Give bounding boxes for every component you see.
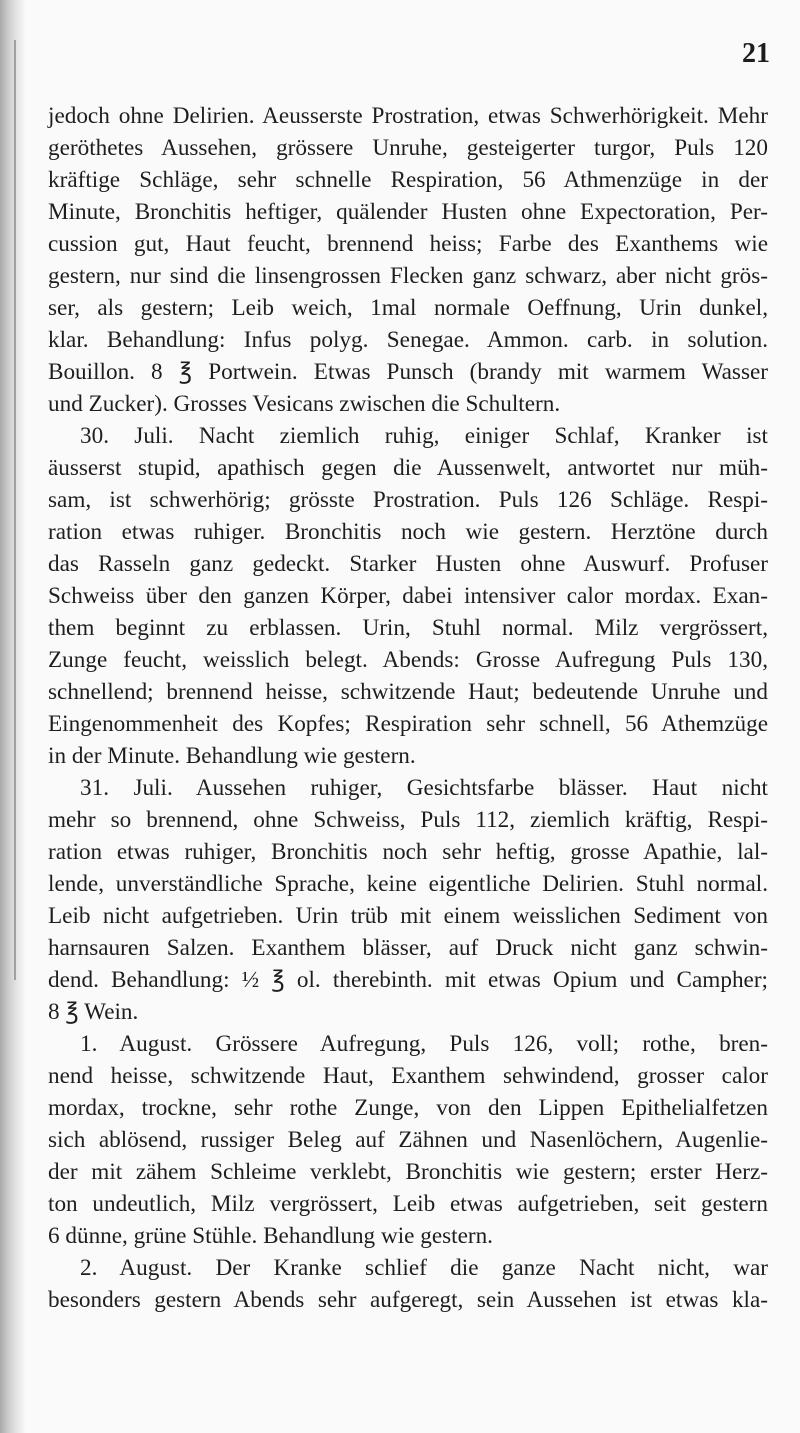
text-line: geröthetes Aussehen, grössere Unruhe, gesteigerter turgor, Puls 120 [48, 135, 768, 161]
text-line: mehr so brennend, ohne Schweiss, Puls 112, ziemlich kräftig, Respi- [48, 807, 768, 833]
page-number: 21 [742, 38, 770, 69]
text-line: kräftige Schläge, sehr schnelle Respiration, 56 Athmenzüge in der [48, 167, 768, 193]
text-line: 6 dünne, grüne Stühle. Behandlung wie gestern. [48, 1223, 493, 1249]
text-line: sich ablösend, russiger Beleg auf Zähnen und Nasenlöchern, Augenlie- [48, 1127, 768, 1153]
text-line: harnsauren Salzen. Exanthem blässer, auf Druck nicht ganz schwin- [48, 935, 768, 961]
text-line: them beginnt zu erblassen. Urin, Stuhl normal. Milz vergrössert, [48, 615, 768, 641]
text-line: schnellend; brennend heisse, schwitzende Haut; bedeutende Unruhe und [48, 679, 768, 705]
text-line: Schweiss über den ganzen Körper, dabei intensiver calor mordax. Exan- [48, 583, 768, 609]
page-binding-edge [14, 40, 16, 980]
text-line: Zunge feucht, weisslich belegt. Abends: Grosse Aufregung Puls 130, [48, 647, 768, 673]
text-line: 2. August. Der Kranke schlief die ganze Nacht nicht, war [80, 1255, 768, 1281]
text-line: äusserst stupid, apathisch gegen die Aussenwelt, antwortet nur müh- [48, 455, 768, 481]
text-line: klar. Behandlung: Infus polyg. Senegae. Ammon. carb. in solution. [48, 327, 768, 353]
text-line: 1. August. Grössere Aufregung, Puls 126, voll; rothe, bren- [80, 1031, 768, 1057]
text-line: cussion gut, Haut feucht, brennend heiss; Farbe des Exanthems wie [48, 231, 768, 257]
text-line: in der Minute. Behandlung wie gestern. [48, 743, 416, 769]
text-line: und Zucker). Grosses Vesicans zwischen die Schultern. [48, 391, 561, 417]
text-line: gestern, nur sind die linsengrossen Flecken ganz schwarz, aber nicht grös- [48, 263, 768, 289]
text-line: mordax, trockne, sehr rothe Zunge, von den Lippen Epithelialfetzen [48, 1095, 768, 1121]
text-line: ration etwas ruhiger. Bronchitis noch wie gestern. Herztöne durch [48, 519, 768, 545]
text-line: ser, als gestern; Leib weich, 1mal normale Oeffnung, Urin dunkel, [48, 295, 768, 321]
text-line: ration etwas ruhiger, Bronchitis noch sehr heftig, grosse Apathie, lal- [48, 839, 768, 865]
page-gutter-shadow [0, 0, 26, 1433]
text-line: der mit zähem Schleime verklebt, Bronchitis wie gestern; erster Herz- [48, 1159, 768, 1185]
text-line: dend. Behandlung: ½ ℥ ol. therebinth. mit etwas Opium und Campher; [48, 967, 768, 993]
text-line: 30. Juli. Nacht ziemlich ruhig, einiger Schlaf, Kranker ist [80, 423, 768, 449]
body-text [48, 100, 768, 1316]
text-line: 8 ℥ Wein. [48, 999, 139, 1025]
text-line: 31. Juli. Aussehen ruhiger, Gesichtsfarbe blässer. Haut nicht [80, 775, 768, 801]
text-line: ton undeutlich, Milz vergrössert, Leib etwas aufgetrieben, seit gestern [48, 1191, 768, 1217]
text-line: nend heisse, schwitzende Haut, Exanthem sehwindend, grosser calor [48, 1063, 768, 1089]
text-line: Eingenommenheit des Kopfes; Respiration sehr schnell, 56 Athemzüge [48, 711, 768, 737]
text-line: sam, ist schwerhörig; grösste Prostration. Puls 126 Schläge. Respi- [48, 487, 768, 513]
text-line: lende, unverständliche Sprache, keine eigentliche Delirien. Stuhl normal. [48, 871, 768, 897]
text-line: Minute, Bronchitis heftiger, quälender Husten ohne Expectoration, Per- [48, 199, 768, 225]
text-line: Bouillon. 8 ℥ Portwein. Etwas Punsch (brandy mit warmem Wasser [48, 359, 768, 385]
text-line: Leib nicht aufgetrieben. Urin trüb mit einem weisslichen Sediment von [48, 903, 768, 929]
text-line: das Rasseln ganz gedeckt. Starker Husten ohne Auswurf. Profuser [48, 551, 768, 577]
text-line: besonders gestern Abends sehr aufgeregt, sein Aussehen ist etwas kla- [48, 1287, 768, 1313]
text-line: jedoch ohne Delirien. Aeusserste Prostration, etwas Schwerhörigkeit. Mehr [48, 103, 768, 129]
